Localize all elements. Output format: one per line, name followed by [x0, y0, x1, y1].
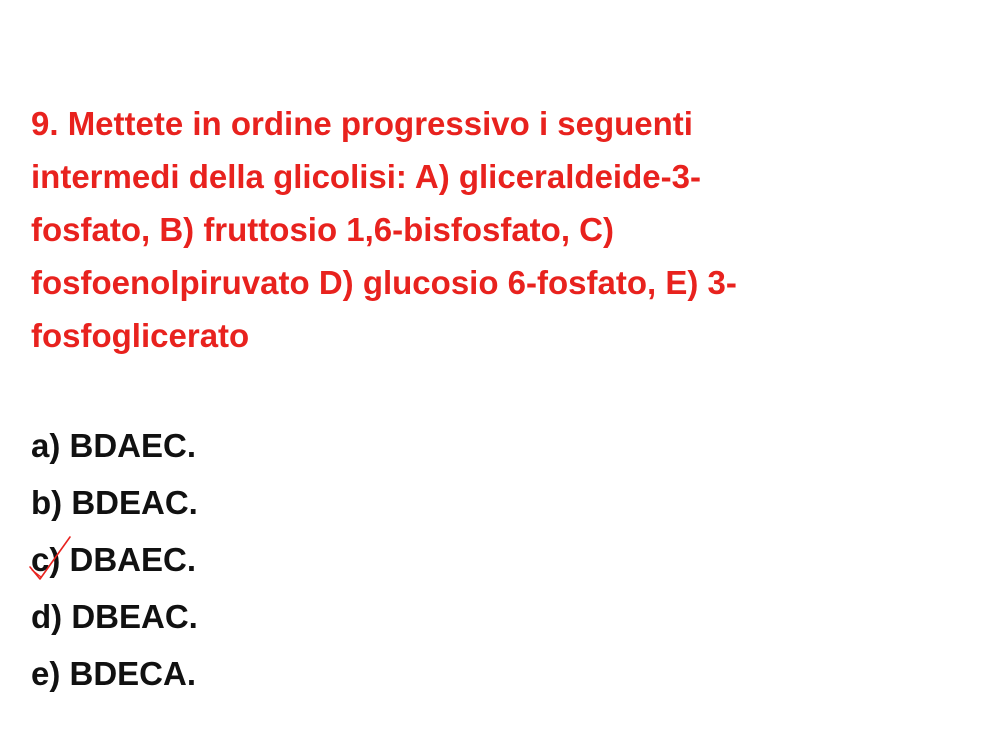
- answer-option-c: [31, 531, 198, 588]
- answer-options: [31, 417, 198, 702]
- answer-option-label: a) BDAEC.: [31, 427, 197, 464]
- question-line: intermedi della glicolisi: A) gliceraldeide-3-: [31, 158, 701, 195]
- question-line: fosfoenolpiruvato D) glucosio 6-fosfato, E) 3-: [31, 264, 737, 301]
- question-line: 9. Mettete in ordine progressivo i seguenti: [31, 105, 693, 142]
- answer-option-label: c) DBAEC.: [31, 541, 197, 578]
- answer-option-a: [31, 417, 198, 474]
- answer-option-label: e) BDECA.: [31, 655, 197, 692]
- question-text: [31, 97, 931, 362]
- answer-option-b: [31, 474, 198, 531]
- question-line: fosfoglicerato: [31, 317, 250, 354]
- answer-option-label: d) DBEAC.: [31, 598, 198, 635]
- answer-option-e: [31, 645, 198, 702]
- answer-option-label: b) BDEAC.: [31, 484, 198, 521]
- question-line: fosfato, B) fruttosio 1,6-bisfosfato, C): [31, 211, 614, 248]
- answer-option-d: [31, 588, 198, 645]
